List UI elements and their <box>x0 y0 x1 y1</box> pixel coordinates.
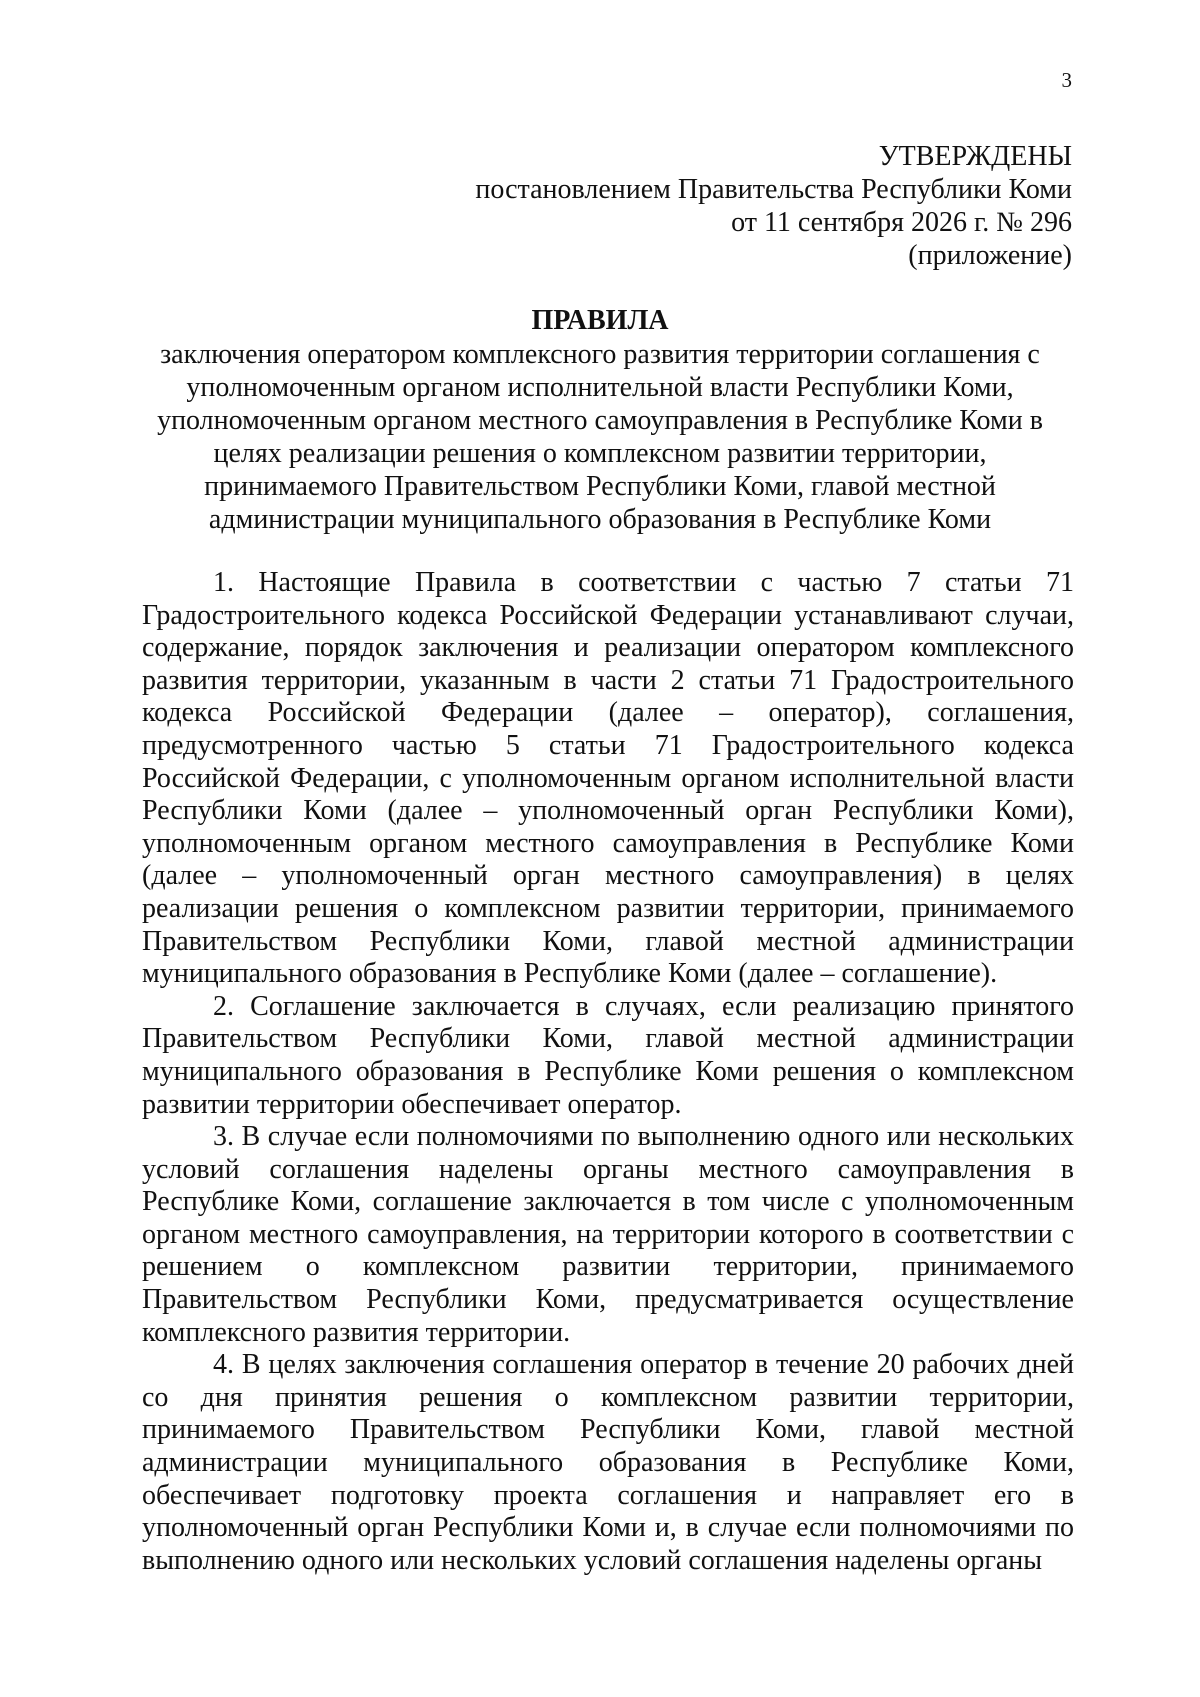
paragraph-1: 1. Настоящие Правила в соответствии с частью 7 статьи 71 Градостроительного кодекса Российской Федерации устанавливают случаи, содержание, порядок заключения и реализации оператором комплексного развития территории, указанным в части 2 статьи 71 Градостроительного кодекса Российской Федерации (далее – оператор), соглашения, предусмотренного частью 5 статьи 71 Градостроительного кодекса Российской Федерации, с уполномоченным органом исполнительной власти Республики Коми (далее – уполномоченный орган Республики Коми), уполномоченным органом местного самоуправления в Республике Коми (далее – уполномоченный орган местного самоуправления) в целях реализации решения о комплексном развитии территории, принимаемого Правительством Республики Коми, главой местной администрации муниципального образования в Республике Коми (далее – соглашение). <box>142 567 1074 990</box>
document-body <box>142 567 1074 1577</box>
paragraph-2: 2. Соглашение заключается в случаях, если реализацию принятого Правительством Республики Коми, главой местной администрации муниципального образования в Республике Коми решения о комплексном развитии территории обеспечивает оператор. <box>142 990 1074 1120</box>
document-subtitle: заключения оператором комплексного развития территории соглашения с уполномоченным органом исполнительной власти Республики Коми, уполномоченным органом местного самоуправления в Республике Коми в целях реализации решения о комплексном развитии территории, принимаемого Правительством Республики Коми, главой местной администрации муниципального образования в Республике Коми <box>157 339 1043 535</box>
document-title: ПРАВИЛА <box>531 305 669 336</box>
approval-appendix-note: (приложение) <box>908 240 1072 271</box>
approval-stamp-block <box>475 140 1072 272</box>
approval-issuer: постановлением Правительства Республики Коми <box>475 174 1072 205</box>
approval-date: от 11 сентября 2026 г. № 296 <box>731 207 1072 238</box>
paragraph-4: 4. В целях заключения соглашения оператор в течение 20 рабочих дней со дня принятия решения о комплексном развитии территории, принимаемого Правительством Республики Коми, главой местной администрации муниципального образования в Республике Коми, обеспечивает подготовку проекта соглашения и направляет его в уполномоченный орган Республики Коми и, в случае если полномочиями по выполнению одного или нескольких условий соглашения наделены органы <box>142 1349 1074 1576</box>
page-number: 3 <box>1061 68 1072 92</box>
paragraph-3: 3. В случае если полномочиями по выполнению одного или нескольких условий соглашения наделены органы местного самоуправления в Республике Коми, соглашение заключается в том числе с уполномоченным органом местного самоуправления, на территории которого в соответствии с решением о комплексном развитии территории, принимаемого Правительством Республики Коми, предусматривается осуществление комплексного развития территории. <box>142 1121 1074 1348</box>
approval-title: УТВЕРЖДЕНЫ <box>878 141 1072 172</box>
